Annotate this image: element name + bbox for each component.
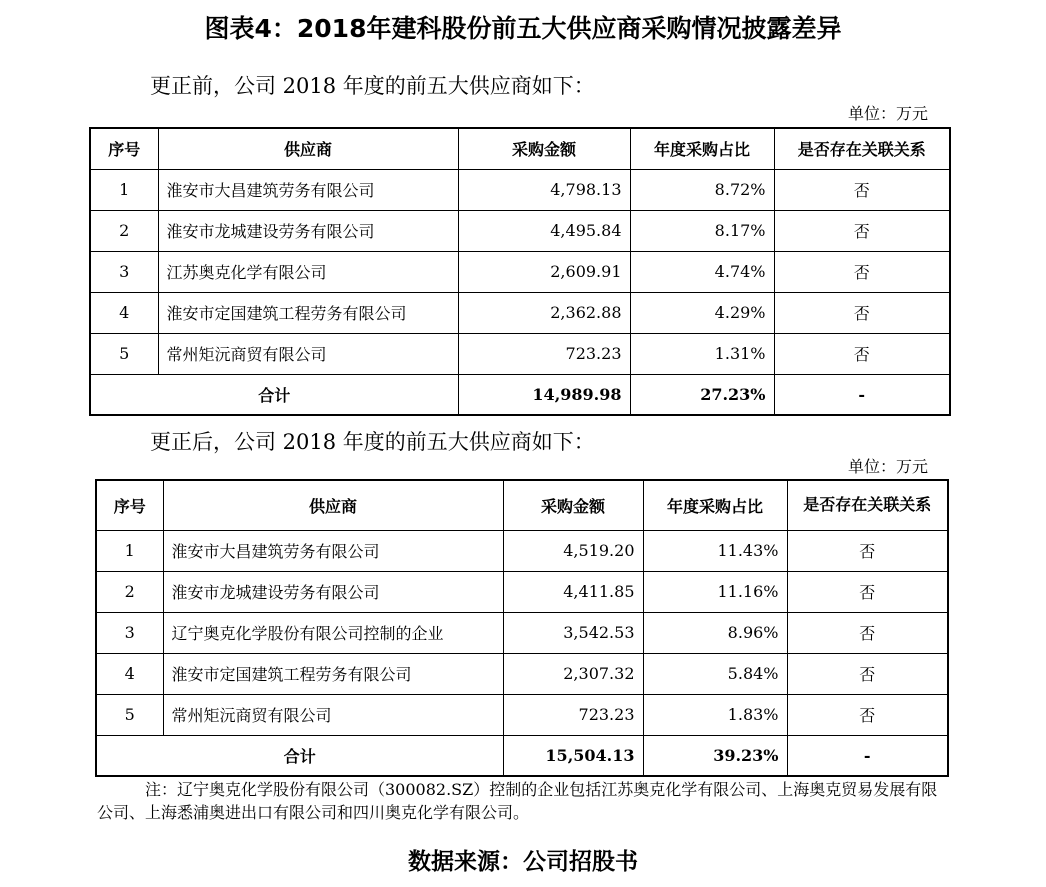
after-header-related: 是否存在关联关系 <box>787 480 948 530</box>
row-supplier: 淮安市大昌建筑劳务有限公司 <box>163 530 503 571</box>
row-related: 否 <box>787 530 948 571</box>
before-header-index: 序号 <box>90 128 158 169</box>
row-supplier: 淮安市大昌建筑劳务有限公司 <box>158 169 458 210</box>
table-row <box>90 210 950 251</box>
row-supplier: 常州矩沅商贸有限公司 <box>163 694 503 735</box>
before-intro-text: 更正前，公司 2018 年度的前五大供应商如下： <box>150 74 595 98</box>
before-header-related: 是否存在关联关系 <box>774 128 950 169</box>
total-related: - <box>787 735 948 776</box>
row-amount: 2,362.88 <box>458 292 630 333</box>
after-unit-label: 单位：万元 <box>848 457 929 476</box>
table-row <box>90 169 950 210</box>
table-row <box>90 292 950 333</box>
table-row <box>96 694 948 735</box>
row-amount: 2,609.91 <box>458 251 630 292</box>
row-related: 否 <box>774 169 950 210</box>
row-ratio: 1.31% <box>630 333 774 374</box>
row-index: 3 <box>96 612 163 653</box>
row-amount: 723.23 <box>503 694 643 735</box>
row-amount: 723.23 <box>458 333 630 374</box>
before-header-ratio: 年度采购占比 <box>630 128 774 169</box>
total-ratio: 27.23% <box>630 374 774 415</box>
before-header-supplier: 供应商 <box>158 128 458 169</box>
table-row <box>96 571 948 612</box>
total-ratio: 39.23% <box>643 735 787 776</box>
row-index: 1 <box>96 530 163 571</box>
row-ratio: 8.72% <box>630 169 774 210</box>
row-amount: 2,307.32 <box>503 653 643 694</box>
row-ratio: 8.96% <box>643 612 787 653</box>
table-row <box>96 653 948 694</box>
row-related: 否 <box>774 251 950 292</box>
row-supplier: 淮安市定国建筑工程劳务有限公司 <box>158 292 458 333</box>
after-header-ratio: 年度采购占比 <box>643 480 787 530</box>
total-row <box>96 735 948 776</box>
row-index: 4 <box>90 292 158 333</box>
row-amount: 4,411.85 <box>503 571 643 612</box>
row-related: 否 <box>787 612 948 653</box>
table-row <box>90 333 950 374</box>
after-intro-text: 更正后，公司 2018 年度的前五大供应商如下： <box>150 430 595 454</box>
footnote: 注：辽宁奥克化学股份有限公司（300082.SZ）控制的企业包括江苏奥克化学有限公司、上海奥克贸易发展有限公司、上海悉浦奥进出口有限公司和四川奥克化学有限公司。 <box>97 780 938 822</box>
row-ratio: 11.43% <box>643 530 787 571</box>
row-supplier: 常州矩沅商贸有限公司 <box>158 333 458 374</box>
after-header-row <box>96 480 948 530</box>
row-related: 否 <box>774 333 950 374</box>
row-ratio: 8.17% <box>630 210 774 251</box>
row-amount: 4,495.84 <box>458 210 630 251</box>
row-index: 3 <box>90 251 158 292</box>
total-label: 合计 <box>90 374 458 415</box>
after-header-supplier: 供应商 <box>163 480 503 530</box>
row-ratio: 4.29% <box>630 292 774 333</box>
row-index: 1 <box>90 169 158 210</box>
before-supplier-table <box>89 127 951 416</box>
row-ratio: 5.84% <box>643 653 787 694</box>
total-related: - <box>774 374 950 415</box>
row-index: 5 <box>90 333 158 374</box>
after-header-index: 序号 <box>96 480 163 530</box>
after-supplier-table <box>95 479 949 777</box>
total-label: 合计 <box>96 735 503 776</box>
total-row <box>90 374 950 415</box>
row-related: 否 <box>787 571 948 612</box>
table-row <box>90 251 950 292</box>
row-ratio: 4.74% <box>630 251 774 292</box>
row-supplier: 江苏奥克化学有限公司 <box>158 251 458 292</box>
row-ratio: 1.83% <box>643 694 787 735</box>
row-supplier: 淮安市龙城建设劳务有限公司 <box>163 571 503 612</box>
before-header-row <box>90 128 950 169</box>
row-related: 否 <box>787 653 948 694</box>
row-index: 2 <box>96 571 163 612</box>
total-amount: 14,989.98 <box>458 374 630 415</box>
row-ratio: 11.16% <box>643 571 787 612</box>
row-related: 否 <box>787 694 948 735</box>
row-related: 否 <box>774 210 950 251</box>
table-row <box>96 612 948 653</box>
row-supplier: 辽宁奥克化学股份有限公司控制的企业 <box>163 612 503 653</box>
table-row <box>96 530 948 571</box>
row-index: 2 <box>90 210 158 251</box>
row-amount: 4,798.13 <box>458 169 630 210</box>
total-amount: 15,504.13 <box>503 735 643 776</box>
row-related: 否 <box>774 292 950 333</box>
page-title: 图表4：2018年建科股份前五大供应商采购情况披露差异 <box>204 14 842 43</box>
row-supplier: 淮安市定国建筑工程劳务有限公司 <box>163 653 503 694</box>
row-amount: 3,542.53 <box>503 612 643 653</box>
row-index: 4 <box>96 653 163 694</box>
before-unit-label: 单位：万元 <box>848 104 929 123</box>
row-index: 5 <box>96 694 163 735</box>
row-supplier: 淮安市龙城建设劳务有限公司 <box>158 210 458 251</box>
data-source-caption: 数据来源：公司招股书 <box>408 849 638 875</box>
after-header-amount: 采购金额 <box>503 480 643 530</box>
before-header-amount: 采购金额 <box>458 128 630 169</box>
row-amount: 4,519.20 <box>503 530 643 571</box>
